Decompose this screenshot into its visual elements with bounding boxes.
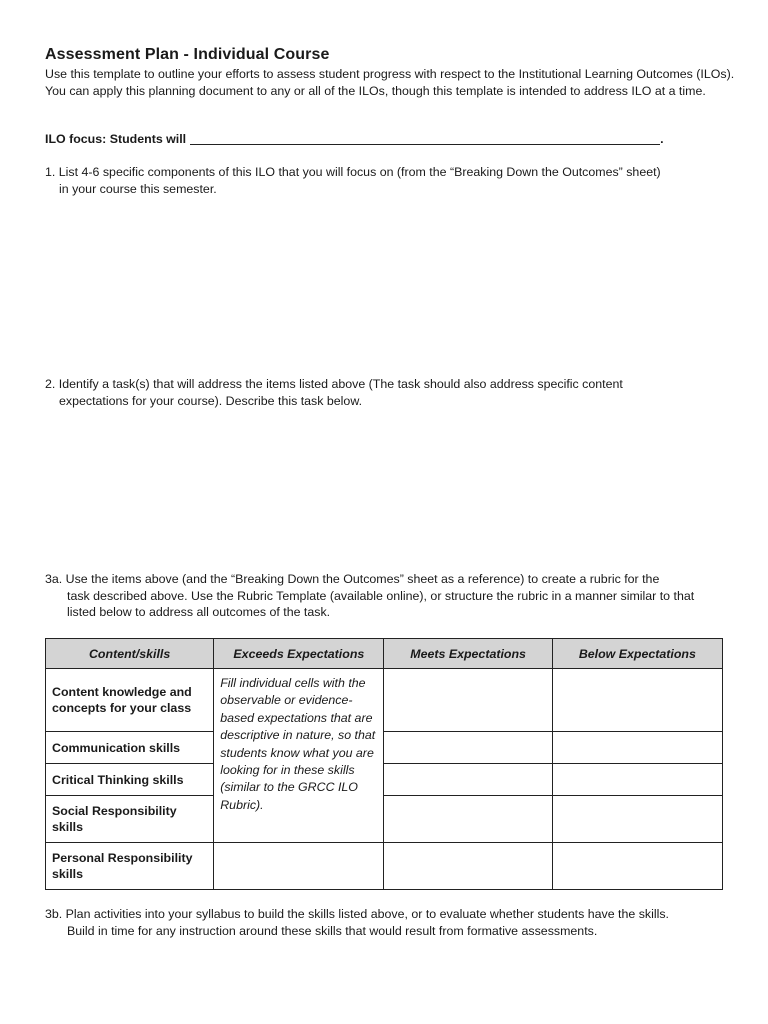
question-3a-text: 3a. Use the items above (and the “Breaking Down the Outcomes” sheet as a reference) to create a rubric for the [45, 572, 660, 586]
rubric-cell[interactable] [552, 796, 722, 843]
page-title: Assessment Plan - Individual Course [45, 46, 330, 63]
table-row [46, 796, 723, 843]
rubric-header-row [46, 639, 723, 669]
table-row [46, 669, 723, 732]
rubric-cell[interactable] [384, 764, 552, 796]
rubric-cell[interactable] [384, 669, 552, 732]
ilo-focus-line [45, 131, 664, 146]
ilo-focus-blank [190, 131, 660, 145]
question-1-text: 1. List 4-6 specific components of this ILO that you will focus on (from the “Breaking Down the Outcomes” sheet) [45, 165, 661, 179]
rubric-cell[interactable] [552, 764, 722, 796]
table-row [46, 732, 723, 764]
rubric-table [45, 638, 723, 890]
question-1-continued: in your course this semester. [59, 181, 217, 196]
question-3a-continued: task described above. Use the Rubric Template (available online), or structure the rubric in a manner similar to that listed below to address all outcomes of the task. [67, 588, 695, 619]
header-exceeds-expectations: Exceeds Expectations [214, 639, 384, 669]
rubric-cell[interactable] [384, 796, 552, 843]
rubric-cell[interactable] [552, 732, 722, 764]
rubric-instruction-note: Fill individual cells with the observable or evidence-based expectations that are descriptive in nature, so that students know what you are looking for in these skills (similar to the GRCC ILO Rubric). [214, 669, 384, 843]
question-2 [45, 376, 725, 409]
table-row [46, 843, 723, 890]
skill-content-knowledge: Content knowledge and concepts for your class [46, 669, 214, 732]
skill-communication: Communication skills [46, 732, 214, 764]
question-3a [45, 571, 725, 621]
table-row [46, 764, 723, 796]
intro-paragraph: Use this template to outline your efforts to assess student progress with respect to the Institutional Learning Outcomes (ILOs). You can apply this planning document to any or all of the ILOs, though this template is intended to address ILO at a time. [45, 67, 735, 98]
skill-social-responsibility: Social Responsibility skills [46, 796, 214, 843]
rubric-cell[interactable] [552, 843, 722, 890]
ilo-focus-period: . [660, 132, 664, 146]
question-1 [45, 164, 725, 197]
header-meets-expectations: Meets Expectations [384, 639, 552, 669]
question-3b-continued: Build in time for any instruction around these skills that would result from formative assessments. [67, 923, 598, 938]
rubric-cell[interactable] [214, 843, 384, 890]
skill-critical-thinking: Critical Thinking skills [46, 764, 214, 796]
question-2-continued: expectations for your course). Describe this task below. [59, 393, 363, 408]
rubric-cell[interactable] [384, 843, 552, 890]
rubric-cell[interactable] [384, 732, 552, 764]
ilo-focus-label: ILO focus: Students will [45, 132, 187, 146]
question-3b-text: 3b. Plan activities into your syllabus to build the skills listed above, or to evaluate whether students have the skills. [45, 907, 669, 921]
question-3b [45, 906, 725, 939]
skill-personal-responsibility: Personal Responsibility skills [46, 843, 214, 890]
rubric-cell[interactable] [552, 669, 722, 732]
header-below-expectations: Below Expectations [552, 639, 722, 669]
header-content-skills: Content/skills [46, 639, 214, 669]
question-2-text: 2. Identify a task(s) that will address the items listed above (The task should also address specific content [45, 377, 623, 391]
